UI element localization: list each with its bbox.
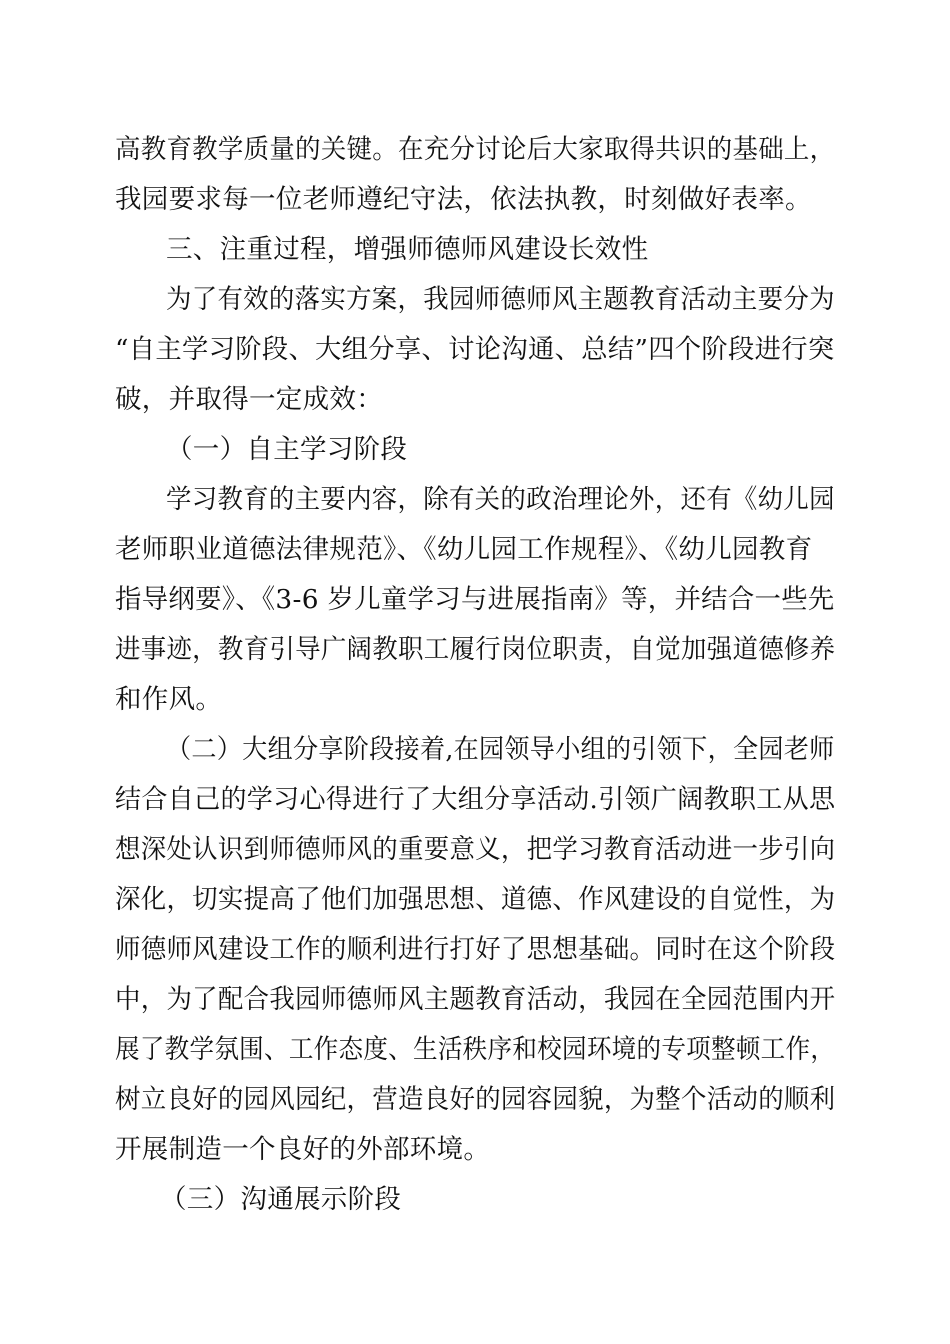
section-heading: 三、注重过程，增强师德师风建设长效性 [166, 234, 649, 265]
text-line: 学习教育的主要内容，除有关的政治理论外，还有《幼儿园 [166, 484, 835, 515]
subsection-heading: （二）大组分享阶段接着,在园领导小组的引领下，全园老师 [166, 734, 835, 765]
subsection-heading: （三）沟通展示阶段 [160, 1184, 402, 1215]
subsection-heading: （一）自主学习阶段 [166, 434, 408, 465]
text-line: 高教育教学质量的关键。在充分讨论后大家取得共识的基础上， [115, 134, 836, 165]
text-line: 结合自己的学习心得进行了大组分享活动.引领广阔教职工从思 [115, 784, 836, 815]
text-line: 想深处认识到师德师风的重要意义，把学习教育活动进一步引向 [115, 834, 836, 865]
text-line: 树立良好的园风园纪，营造良好的园容园貌，为整个活动的顺利 [115, 1084, 836, 1115]
text-line: 破，并取得一定成效： [115, 384, 383, 415]
text-line: 开展制造一个良好的外部环境。 [115, 1134, 491, 1165]
text-line: “自主学习阶段、大组分享、讨论沟通、总结”四个阶段进行突 [115, 334, 835, 365]
text-line: 我园要求每一位老师遵纪守法，依法执教，时刻做好表率。 [115, 184, 812, 215]
text-line: 老师职业道德法律规范》、《幼儿园工作规程》、《幼儿园教育 [115, 534, 813, 565]
text-line: 为了有效的落实方案，我园师德师风主题教育活动主要分为 [166, 284, 835, 315]
text-line: 进事迹，教育引导广阔教职工履行岗位职责，自觉加强道德修养 [115, 634, 836, 665]
text-line: 中，为了配合我园师德师风主题教育活动，我园在全园范围内开 [115, 984, 836, 1015]
text-line: 指导纲要》、《3-6 岁儿童学习与进展指南》等，并结合一些先 [115, 584, 835, 615]
text-line: 师德师风建设工作的顺利进行打好了思想基础。同时在这个阶段 [115, 934, 836, 965]
text-line: 和作风。 [115, 684, 223, 715]
text-line: 展了教学氛围、工作态度、生活秩序和校园环境的专项整顿工作， [115, 1034, 836, 1065]
text-line: 深化，切实提高了他们加强思想、道德、作风建设的自觉性，为 [115, 884, 836, 915]
